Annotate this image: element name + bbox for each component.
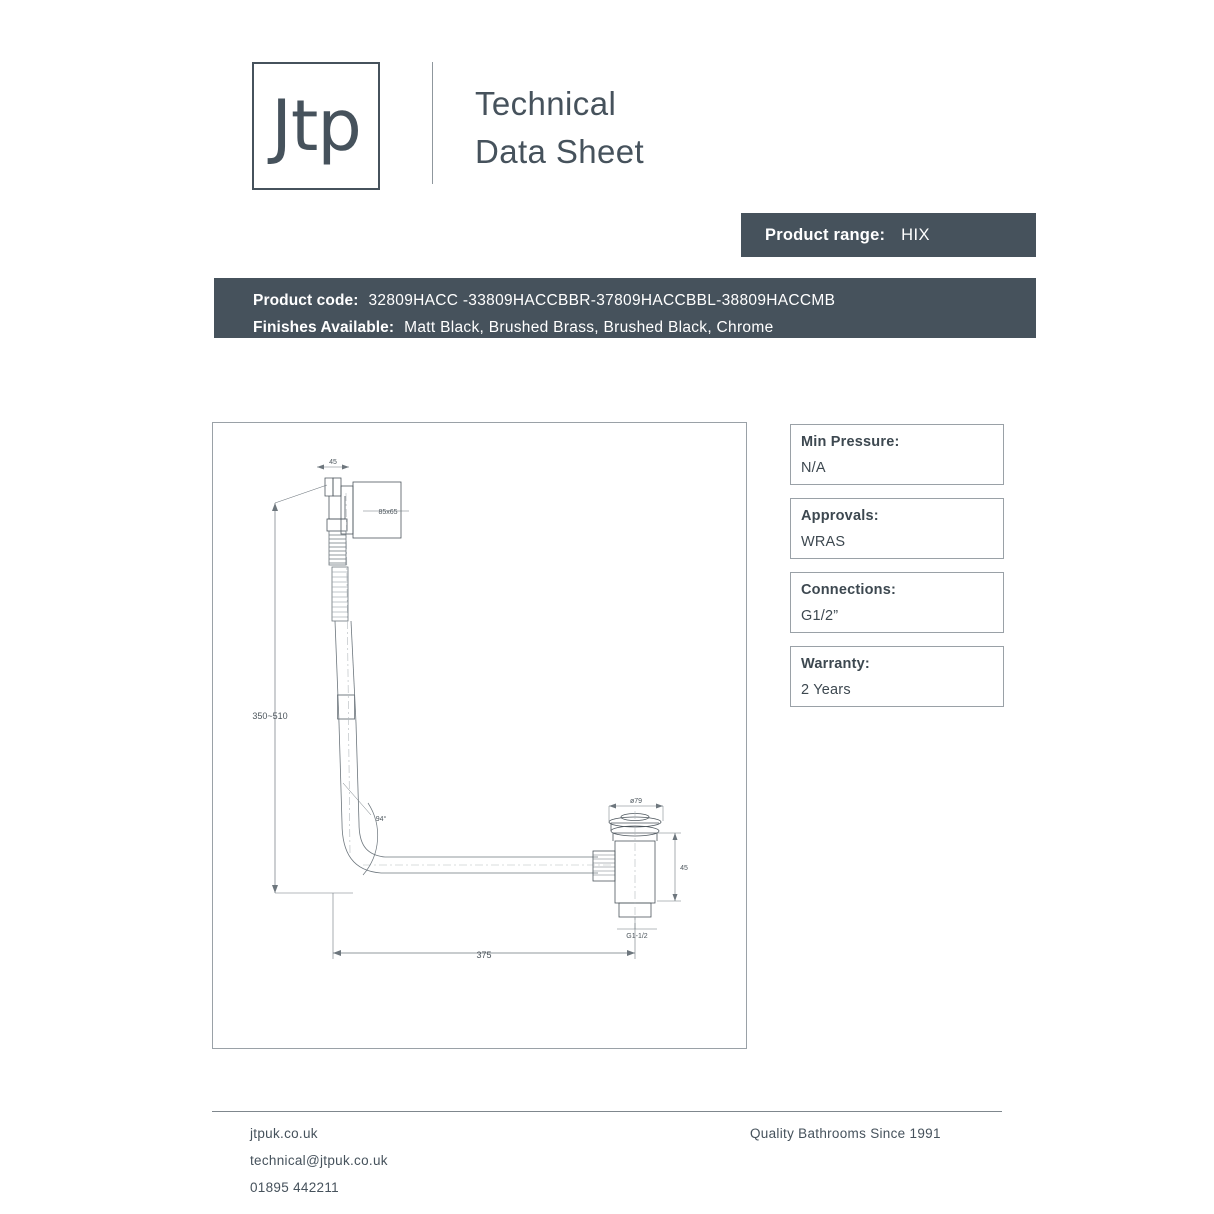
spec-value: WRAS <box>801 534 846 550</box>
product-range-value: HIX <box>901 225 930 244</box>
spec-title: Approvals: <box>801 508 879 524</box>
finishes-label: Finishes Available: <box>253 319 395 336</box>
spec-title: Connections: <box>801 582 897 598</box>
spec-box-approvals <box>790 498 1004 559</box>
page-title <box>475 62 644 176</box>
spec-box-connections <box>790 572 1004 633</box>
spec-value: N/A <box>801 460 826 476</box>
footer-contact <box>250 1120 388 1201</box>
product-range-label: Product range: <box>765 225 886 244</box>
bath-filler-waste-drawing <box>213 423 744 1046</box>
finishes-value: Matt Black, Brushed Brass, Brushed Black, Chrome <box>404 319 774 336</box>
footer-tagline: Quality Bathrooms Since 1991 <box>750 1126 941 1141</box>
footer-divider <box>212 1111 1002 1112</box>
product-code-bar <box>214 278 1036 338</box>
dim-waste-height-label: 45 <box>680 865 688 872</box>
dim-height-label: 350~510 <box>252 711 288 721</box>
dim-top-label: 45 <box>329 459 337 466</box>
dim-length-label: 375 <box>476 950 492 960</box>
product-code-label: Product code: <box>253 292 359 309</box>
spec-list <box>790 424 1004 720</box>
dim-thread-label: G1-1/2 <box>626 933 648 940</box>
dim-waste-dia-label: ø79 <box>629 798 643 805</box>
page-title-line2: Data Sheet <box>475 133 645 170</box>
footer-email[interactable]: technical@jtpuk.co.uk <box>250 1153 388 1168</box>
product-code-row <box>253 287 1036 314</box>
spec-value: 2 Years <box>801 682 851 698</box>
document-header <box>252 62 644 190</box>
spec-box-warranty <box>790 646 1004 707</box>
spec-box-min-pressure <box>790 424 1004 485</box>
finishes-row <box>253 314 1036 341</box>
dim-angle-label: 94° <box>375 816 387 823</box>
product-range-bar <box>741 213 1036 257</box>
spec-title: Min Pressure: <box>801 434 900 450</box>
footer-website[interactable]: jtpuk.co.uk <box>250 1126 318 1141</box>
header-divider <box>432 62 433 184</box>
technical-drawing-panel <box>212 422 747 1049</box>
dim-body-label: 85x65 <box>378 509 398 516</box>
jtp-logo <box>252 62 380 190</box>
product-code-value: 32809HACC -33809HACCBBR-37809HACCBBL-38809HACCMB <box>368 292 836 309</box>
page-title-line1: Technical <box>475 85 617 122</box>
jtp-logo-text: Jtp <box>271 85 361 167</box>
spec-title: Warranty: <box>801 656 870 672</box>
footer-phone: 01895 442211 <box>250 1180 339 1195</box>
spec-value: G1/2” <box>801 608 839 624</box>
